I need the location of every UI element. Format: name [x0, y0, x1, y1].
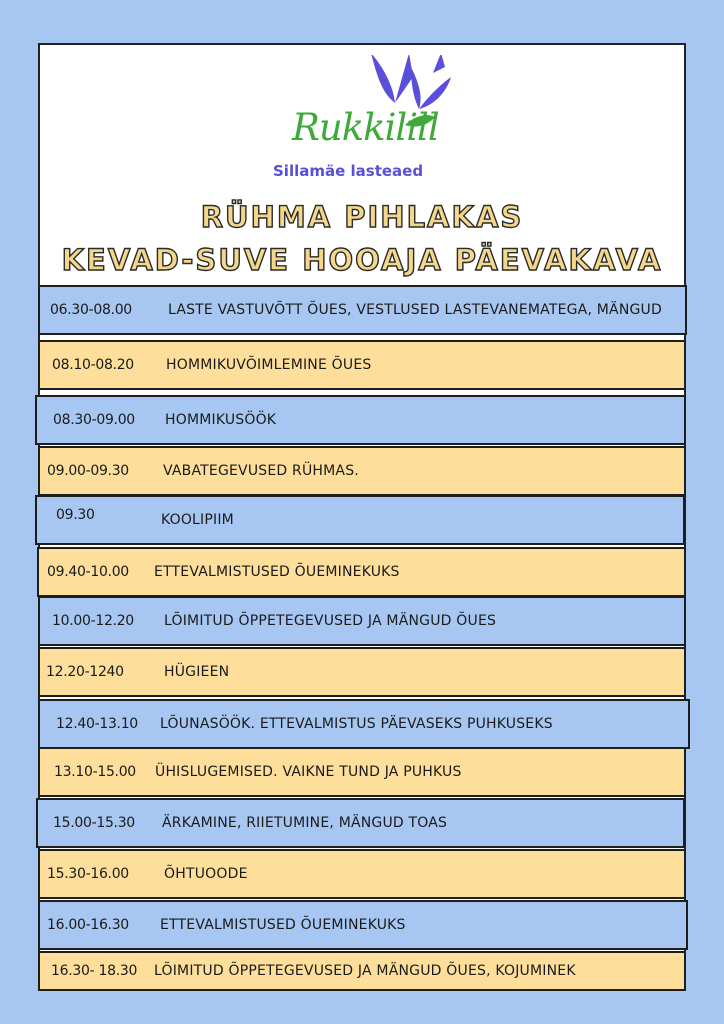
- schedule-time: 06.30-08.00: [50, 302, 132, 318]
- schedule-row: [38, 340, 686, 390]
- schedule-time: 12.20-1240: [46, 664, 124, 680]
- schedule-row: [38, 900, 688, 950]
- schedule-time: 10.00-12.20: [52, 613, 134, 629]
- schedule-row: [38, 647, 686, 697]
- brand-name: Rukkilill: [292, 106, 439, 149]
- schedule-row: [37, 547, 686, 597]
- schedule-time: 15.00-15.30: [53, 815, 135, 831]
- schedule-time: 13.10-15.00: [54, 764, 136, 780]
- schedule-activity: KOOLIPIIM: [161, 512, 234, 528]
- schedule-time: 09.40-10.00: [47, 564, 129, 580]
- schedule-activity: ETTEVALMISTUSED ÕUEMINEKUKS: [154, 564, 400, 580]
- schedule-activity: LASTE VASTUVÕTT ÕUES, VESTLUSED LASTEVANEMATEGA, MÄNGUD: [168, 302, 662, 318]
- schedule-activity: ÕHTUOODE: [164, 866, 248, 882]
- brand-subtitle: Sillamäe lasteaed: [273, 162, 424, 180]
- schedule-row: [35, 495, 685, 545]
- schedule-activity: VABATEGEVUSED RÜHMAS.: [163, 463, 359, 479]
- page-title-schedule: KEVAD-SUVE HOOAJA PÄEVAKAVA: [61, 243, 663, 277]
- schedule-time: 08.30-09.00: [53, 412, 135, 428]
- schedule-row: [38, 699, 690, 749]
- schedule-row: [38, 285, 687, 335]
- schedule-activity: ÄRKAMINE, RIIETUMINE, MÄNGUD TOAS: [162, 815, 448, 831]
- schedule-activity: HOMMIKUVÕIMLEMINE ÕUES: [166, 357, 372, 373]
- schedule-activity: LÕUNASÖÖK. ETTEVALMISTUS PÄEVASEKS PUHKUSEKS: [160, 716, 553, 732]
- schedule-row: [35, 395, 686, 445]
- schedule-row: [38, 747, 686, 797]
- schedule-row: [38, 849, 686, 899]
- schedule-row: [36, 798, 685, 848]
- schedule-activity: HOMMIKUSÖÖK: [165, 412, 277, 428]
- schedule-time: 09.00-09.30: [47, 463, 129, 479]
- schedule-time: 15.30-16.00: [47, 866, 129, 882]
- schedule-row: [38, 446, 686, 496]
- schedule-time: 08.10-08.20: [52, 357, 134, 373]
- schedule-row: [38, 596, 686, 646]
- page-title-group: RÜHMA PIHLAKAS: [200, 200, 524, 234]
- schedule-activity: LÕIMITUD ÕPPETEGEVUSED JA MÄNGUD ÕUES, KOJUMINEK: [154, 963, 576, 979]
- schedule-activity: ETTEVALMISTUSED ÕUEMINEKUKS: [160, 917, 406, 933]
- schedule-activity: HÜGIEEN: [164, 664, 230, 680]
- schedule-time: 16.00-16.30: [47, 917, 129, 933]
- schedule-time: 12.40-13.10: [56, 716, 138, 732]
- schedule-row: [38, 951, 686, 991]
- schedule-time: 16.30- 18.30: [51, 963, 138, 979]
- schedule-activity: ÜHISLUGEMISED. VAIKNE TUND JA PUHKUS: [155, 764, 462, 780]
- schedule-time: 09.30: [56, 507, 95, 524]
- schedule-activity: LÕIMITUD ÕPPETEGEVUSED JA MÄNGUD ÕUES: [164, 613, 497, 629]
